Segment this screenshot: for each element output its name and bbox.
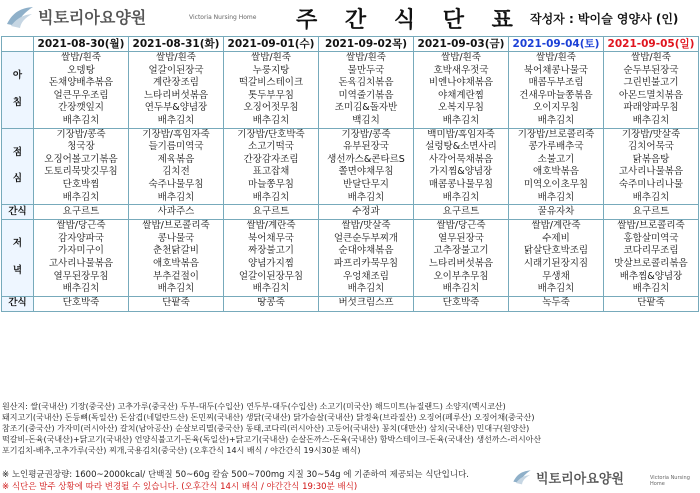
dish-item: 간장깻잎지 bbox=[58, 102, 104, 114]
dish-item: 파프리카묵무침 bbox=[333, 257, 399, 269]
dish-item: 쌀밥/당근죽 bbox=[56, 220, 106, 232]
dish-item: 배추김치 bbox=[632, 114, 670, 126]
dish-item: 소불고기 bbox=[537, 153, 575, 165]
dish-item: 열무된장무침 bbox=[53, 270, 109, 282]
dish-item: 애호박볶음 bbox=[153, 257, 199, 269]
dish-item: 단호박찜 bbox=[62, 178, 100, 190]
dish-item: 마늘쫑무침 bbox=[248, 178, 294, 190]
dish-item: 배추김치 bbox=[252, 114, 290, 126]
dish-item: 순대야채볶음 bbox=[338, 245, 394, 257]
dish-item: 소고기떡국 bbox=[248, 141, 294, 153]
origin-line: 포기김치-배추,고추가루(국산) 찌개,국용김치(중국산) (오후간식 14시 배식 / 야간간식 19시30분 배식) bbox=[2, 446, 361, 455]
dinner-cell bbox=[224, 220, 319, 297]
dish-item: 배추김치 bbox=[347, 283, 385, 295]
dish-item: 누룽지탕 bbox=[252, 64, 290, 76]
dish-item: 얼갈이된장국 bbox=[148, 64, 204, 76]
dish-item: 호박새우젓국 bbox=[433, 64, 489, 76]
dish-item: 기장밥/맛살죽 bbox=[621, 128, 681, 140]
snack-label: 간식 bbox=[2, 205, 34, 220]
dish-item: 제육볶음 bbox=[157, 153, 195, 165]
dish-item: 김치어묵국 bbox=[628, 141, 674, 153]
dish-item: 백김치 bbox=[352, 114, 380, 126]
dish-item: 가지찜&양념장 bbox=[429, 166, 493, 178]
snack-cell: 땅콩죽 bbox=[224, 296, 319, 311]
dish-item: 미역줄기볶음 bbox=[338, 89, 394, 101]
origin-info bbox=[2, 401, 698, 456]
dish-item: 쌀밥/당근죽 bbox=[436, 220, 486, 232]
dish-item: 순두부된장국 bbox=[623, 64, 679, 76]
dish-item: 매콤두부조림 bbox=[528, 77, 584, 89]
snack-row bbox=[2, 205, 699, 220]
dish-item: 부추겉절이 bbox=[153, 270, 199, 282]
dish-item: 무생채 bbox=[542, 270, 570, 282]
dish-item: 얼갈이된장무침 bbox=[238, 270, 304, 282]
dish-item: 배추김치 bbox=[252, 191, 290, 203]
snack-cell: 수정과 bbox=[319, 205, 414, 220]
breakfast-label: 아 침 bbox=[2, 52, 34, 129]
dish-item: 배추김치 bbox=[632, 283, 670, 295]
breakfast-cell bbox=[319, 52, 414, 129]
dish-item: 쌀밥/브로콜리죽 bbox=[617, 220, 685, 232]
dish-item: 느타리버섯볶음 bbox=[428, 257, 494, 269]
dish-item: 얼큰무우조림 bbox=[53, 89, 109, 101]
dish-item: 쫄면야채무침 bbox=[338, 166, 394, 178]
page-title: 주 간 식 단 표 bbox=[296, 8, 523, 33]
dish-item: 콩나물국 bbox=[157, 232, 195, 244]
dish-item: 홍합살미역국 bbox=[623, 232, 679, 244]
dish-item: 오이지무침 bbox=[533, 102, 579, 114]
breakfast-cell bbox=[604, 52, 699, 129]
dish-item: 쌀밥/흰죽 bbox=[536, 52, 576, 63]
dish-item: 감자양파국 bbox=[58, 232, 104, 244]
dish-item: 코다리무조림 bbox=[623, 245, 679, 257]
dish-item: 쌀밥/흰죽 bbox=[251, 52, 291, 63]
dish-item: 쌀밥/흰죽 bbox=[631, 52, 671, 63]
day-header: 2021-09-02목) bbox=[319, 37, 414, 52]
dish-item: 청국장 bbox=[67, 141, 95, 153]
origin-line: 떡갈비-돈육(국내산)+닭고기(국내산) 언양식불고기-돈육(독일산)+닭고기(국내산) 순살돈까스-돈육(국내산) 함박스테이크-돈육(국내산) 생선까스-러시아산 bbox=[2, 435, 542, 444]
dish-item: 배추김치 bbox=[157, 283, 195, 295]
dish-item: 오복지무침 bbox=[438, 102, 484, 114]
dish-item: 배추김치 bbox=[347, 191, 385, 203]
lunch-cell bbox=[509, 128, 604, 205]
day-header: 2021-08-30(월) bbox=[34, 37, 129, 52]
dish-item: 숙주나물무침 bbox=[148, 178, 204, 190]
nutrition-note: ※ 노인평균권장량: 1600~2000kcal/ 단백질 50~60g 칼슘 500~700mg 지질 30~54g 에 기준하여 제공되는 식단입니다. bbox=[2, 470, 469, 480]
dish-item: 돈채양배추볶음 bbox=[48, 77, 114, 89]
origin-line: 원산지: 쌀(국내산) 기장(중국산) 고추가루(중국산) 두부-대두(수입산) 연두부-대두(수입산) 소고기(미국산) 해드미트(뉴질랜드) 소양지(멕시코산) bbox=[2, 402, 506, 411]
snack-cell: 요구르트 bbox=[414, 205, 509, 220]
snack-cell: 단호박죽 bbox=[34, 296, 129, 311]
dish-item: 고추장불고기 bbox=[433, 245, 489, 257]
dish-item: 설렁탕&소면사리 bbox=[425, 141, 497, 153]
dish-item: 야채계란찜 bbox=[438, 89, 484, 101]
dish-item: 떡갈비스테이크 bbox=[238, 77, 304, 89]
dish-item: 고사리나물볶음 bbox=[618, 166, 684, 178]
breakfast-row bbox=[2, 52, 699, 129]
dish-item: 생선까스&콘타르S bbox=[327, 153, 405, 165]
origin-line: 돼지고기(국내산) 돈등뼈(독일산) 돈삼겹(네덜란드산) 돈민찌(국내산) 생닭(국내산) 닭가슴살(국내산) 닭정육(브라질산) 오징어(페루산) 오징어채(중국산) bbox=[2, 413, 535, 422]
dish-item: 배추김치 bbox=[157, 191, 195, 203]
dish-item: 배추김치 bbox=[62, 283, 100, 295]
dinner-cell bbox=[129, 220, 224, 297]
lunch-cell bbox=[34, 128, 129, 205]
dish-item: 배추김치 bbox=[442, 114, 480, 126]
snack-cell: 버섯크림스프 bbox=[319, 296, 414, 311]
lunch-cell bbox=[604, 128, 699, 205]
lunch-cell bbox=[319, 128, 414, 205]
corner-cell bbox=[2, 37, 34, 52]
dinner-row bbox=[2, 220, 699, 297]
dish-item: 맛살브로콜리볶음 bbox=[614, 257, 688, 269]
dish-item: 쌀밥/계란죽 bbox=[531, 220, 581, 232]
dinner-cell bbox=[319, 220, 414, 297]
dish-item: 쌀밥/흰죽 bbox=[346, 52, 386, 63]
origin-line: 참조기(중국산) 가자미(러시아산) 갈치(남아공산) 순살보리멸(중국산) 동태,코다리(러시아산) 고등어(국내산) 꽁치(대만산) 삼치(국내산) 민대구(원양산) bbox=[2, 424, 530, 433]
dish-item: 계란장조림 bbox=[153, 77, 199, 89]
dish-item: 배추찜&양념장 bbox=[619, 270, 683, 282]
day-header: 2021-09-01(수) bbox=[224, 37, 319, 52]
dish-item: 조미김&돌자반 bbox=[334, 102, 398, 114]
snack-cell: 단팥죽 bbox=[129, 296, 224, 311]
dish-item: 도토리묵맛깃무침 bbox=[44, 166, 118, 178]
dish-item: 기장밥/브로콜리죽 bbox=[517, 128, 595, 140]
dish-item: 닭살단호박조림 bbox=[523, 245, 589, 257]
lunch-cell bbox=[414, 128, 509, 205]
snack-cell: 요구르트 bbox=[604, 205, 699, 220]
dish-item: 숙주미나리나물 bbox=[618, 178, 684, 190]
dish-item: 비엔나야채볶음 bbox=[428, 77, 494, 89]
dish-item: 기장밥/콩죽 bbox=[341, 128, 391, 140]
dish-item: 백미밥/흑임자죽 bbox=[427, 128, 495, 140]
dish-item: 짜장불고기 bbox=[248, 245, 294, 257]
breakfast-cell bbox=[34, 52, 129, 129]
dish-item: 오징어볼고기볶음 bbox=[44, 153, 118, 165]
snack-cell: 요구르트 bbox=[34, 205, 129, 220]
dish-item: 물만두국 bbox=[347, 64, 385, 76]
dish-item: 배추김치 bbox=[442, 283, 480, 295]
dish-item: 오징어젓무침 bbox=[243, 102, 299, 114]
dinner-cell bbox=[509, 220, 604, 297]
dish-item: 배추김치 bbox=[62, 191, 100, 203]
dish-item: 매콤콩나물무침 bbox=[428, 178, 494, 190]
dish-item: 수제비 bbox=[542, 232, 570, 244]
dish-item: 들기름미역국 bbox=[148, 141, 204, 153]
weekly-menu-table bbox=[1, 36, 699, 312]
day-header: 2021-09-03(금) bbox=[414, 37, 509, 52]
snack-label: 간식 bbox=[2, 296, 34, 311]
logo-text: 빅토리아요양원 bbox=[38, 8, 147, 27]
dish-item: 쌀밥/맛살죽 bbox=[341, 220, 391, 232]
dish-item: 북어채콩나물국 bbox=[523, 64, 589, 76]
dish-item: 기장밥/단호박죽 bbox=[237, 128, 305, 140]
dish-item: 반달단무지 bbox=[343, 178, 389, 190]
dish-item: 배추김치 bbox=[537, 114, 575, 126]
dish-item: 애호박볶음 bbox=[533, 166, 579, 178]
snack-cell: 녹두죽 bbox=[509, 296, 604, 311]
snack-row bbox=[2, 296, 699, 311]
dish-item: 우엉채조림 bbox=[343, 270, 389, 282]
dinner-cell bbox=[414, 220, 509, 297]
snack-cell: 사과주스 bbox=[129, 205, 224, 220]
day-header: 2021-08-31(화) bbox=[129, 37, 224, 52]
logo-subtitle: Victoria Nursing Home bbox=[189, 14, 257, 21]
lunch-row bbox=[2, 128, 699, 205]
dish-item: 배추김치 bbox=[442, 191, 480, 203]
author-label: 작성자 : 박이슬 영양사 (인) bbox=[530, 12, 679, 26]
dish-item: 표고잡채 bbox=[252, 166, 290, 178]
breakfast-cell bbox=[509, 52, 604, 129]
dish-item: 사각어묵채볶음 bbox=[428, 153, 494, 165]
dish-item: 배추김치 bbox=[537, 283, 575, 295]
day-header-saturday: 2021-09-04(토) bbox=[509, 37, 604, 52]
dish-item: 쌀밥/흰죽 bbox=[61, 52, 101, 63]
dish-item: 닭볶음탕 bbox=[632, 153, 670, 165]
dish-item: 가자미구이 bbox=[58, 245, 104, 257]
dish-item: 유부된장국 bbox=[343, 141, 389, 153]
dish-item: 톳두부무침 bbox=[248, 89, 294, 101]
dish-item: 오이부추무침 bbox=[433, 270, 489, 282]
dish-item: 배추김치 bbox=[62, 114, 100, 126]
dish-item: 기장밥/콩죽 bbox=[56, 128, 106, 140]
dish-item: 배추김치 bbox=[632, 191, 670, 203]
dinner-cell bbox=[604, 220, 699, 297]
change-notice: ※ 식단은 발주 상황에 따라 변경될 수 있습니다. (오후간식 14시 배식 / 야간간식 19:30분 배식) bbox=[2, 482, 358, 492]
header bbox=[0, 0, 700, 36]
breakfast-cell bbox=[129, 52, 224, 129]
dish-item: 김치전 bbox=[162, 166, 190, 178]
lunch-cell bbox=[224, 128, 319, 205]
dish-item: 배추김치 bbox=[537, 191, 575, 203]
dish-item: 북어채무국 bbox=[248, 232, 294, 244]
snack-cell: 단호박죽 bbox=[414, 296, 509, 311]
dish-item: 쌀밥/계란죽 bbox=[246, 220, 296, 232]
dish-item: 배추김치 bbox=[157, 114, 195, 126]
dish-item: 쌀밥/흰죽 bbox=[441, 52, 481, 63]
dish-item: 파래양파무침 bbox=[623, 102, 679, 114]
snack-cell: 단팥죽 bbox=[604, 296, 699, 311]
lunch-cell bbox=[129, 128, 224, 205]
dish-item: 얼큰순두부찌개 bbox=[333, 232, 399, 244]
dinner-label: 저 녁 bbox=[2, 220, 34, 297]
dish-item: 그린빈불고기 bbox=[623, 77, 679, 89]
dish-item: 양념가지찜 bbox=[248, 257, 294, 269]
breakfast-cell bbox=[414, 52, 509, 129]
date-header-row bbox=[2, 37, 699, 52]
dish-item: 오뎅탕 bbox=[67, 64, 95, 76]
dish-item: 미역오이초무침 bbox=[523, 178, 589, 190]
dish-item: 아몬드멸치볶음 bbox=[618, 89, 684, 101]
dinner-cell bbox=[34, 220, 129, 297]
day-header-sunday: 2021-09-05(일) bbox=[604, 37, 699, 52]
dish-item: 느타리버섯볶음 bbox=[143, 89, 209, 101]
dish-item: 기장밥/흑임자죽 bbox=[142, 128, 210, 140]
snack-cell: 꿀유자차 bbox=[509, 205, 604, 220]
footer-logo-subtitle: Victoria Nursing Home bbox=[650, 475, 690, 487]
dish-item: 쌀밥/흰죽 bbox=[156, 52, 196, 63]
dish-item: 돈육김치볶음 bbox=[338, 77, 394, 89]
dish-item: 쌀밥/브로콜리죽 bbox=[142, 220, 210, 232]
dish-item: 간장감자조림 bbox=[243, 153, 299, 165]
footer-logo-icon bbox=[512, 468, 532, 486]
dish-item: 건새우마늘쫑볶음 bbox=[519, 89, 593, 101]
dish-item: 열무된장국 bbox=[438, 232, 484, 244]
snack-cell: 요구르트 bbox=[224, 205, 319, 220]
dish-item: 고사리나물볶음 bbox=[48, 257, 114, 269]
dish-item: 콩가루배추국 bbox=[528, 141, 584, 153]
dish-item: 춘천닭갈비 bbox=[153, 245, 199, 257]
dish-item: 연두부&양념장 bbox=[144, 102, 208, 114]
dish-item: 시래기된장지짐 bbox=[523, 257, 589, 269]
lunch-label: 점 심 bbox=[2, 128, 34, 205]
breakfast-cell bbox=[224, 52, 319, 129]
footer-logo-text: 빅토리아요양원 bbox=[536, 472, 624, 487]
logo-icon bbox=[5, 4, 35, 30]
dish-item: 배추김치 bbox=[252, 283, 290, 295]
